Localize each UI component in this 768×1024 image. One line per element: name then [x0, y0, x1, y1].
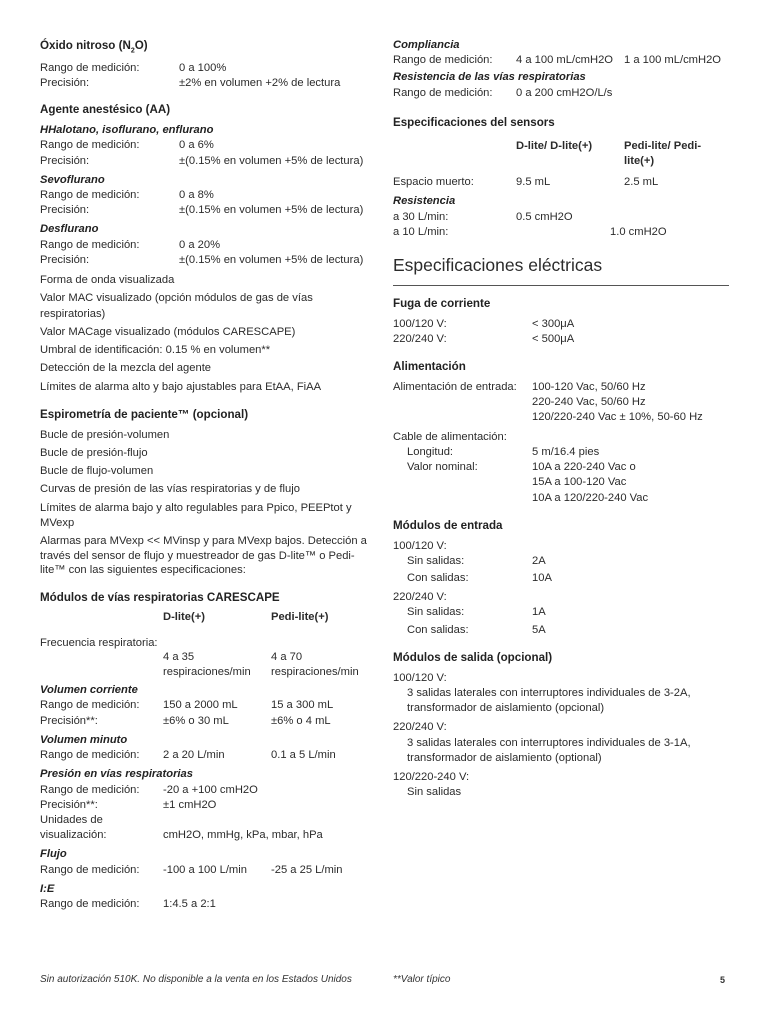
alim-entrada-value: 100-120 Vac, 50/60 Hz: [532, 380, 646, 393]
r10-row: [393, 225, 729, 240]
compliancia-pedilite: 1 a 100 mL/cmH2O: [624, 54, 722, 67]
agente-feature: Umbral de identificación: 0.15 % en volumen**: [40, 344, 271, 357]
presion-prec-label: Precisión**:: [40, 798, 98, 811]
espacio-row: [393, 175, 729, 190]
salida-voltage: 220/240 V:: [393, 721, 447, 734]
fuga-label: 220/240 V:: [393, 332, 447, 345]
fuga-title: Fuga de corriente: [393, 296, 491, 310]
col-header-pedilite: Pedi-lite(+): [271, 611, 329, 624]
entrada-voltage: 100/120 V:: [393, 539, 447, 552]
range-label: Rango de medición:: [40, 189, 140, 201]
alim-entrada-value: 220-240 Vac, 50/60 Hz: [532, 396, 646, 409]
agente-group-sevoflurano: [40, 173, 378, 219]
compliancia-title: Compliancia: [393, 39, 460, 51]
footer-disclaimer: Sin autorización 510K. No disponible a la venta en los Estados Unidos: [40, 974, 352, 985]
oxido-range-label: Rango de medición:: [40, 61, 140, 74]
r30-dlite: 0.5 cmH2O: [516, 210, 573, 223]
modulos-header: [40, 610, 378, 625]
ie-value: 1:4.5 a 2:1: [163, 898, 216, 911]
page-number: 5: [720, 975, 726, 985]
vol-prec-label: Precisión**:: [40, 714, 98, 727]
entrada-voltage: 220/240 V:: [393, 591, 447, 604]
con-label: Con salidas:: [407, 572, 469, 585]
oxido-range-value: 0 a 100%: [179, 61, 227, 74]
espiro-feature: Bucle de presión-volumen: [40, 428, 170, 441]
range-label: Rango de medición:: [40, 139, 140, 152]
r30-label: a 30 L/min:: [393, 210, 449, 223]
entrada-title: Módulos de entrada: [393, 518, 503, 532]
sin-value: 1A: [532, 606, 546, 619]
range-value: 0 a 8%: [179, 189, 214, 201]
right-column: [393, 38, 729, 801]
agente-group-name: Desflurano: [40, 223, 99, 236]
espacio-dlite: 9.5 mL: [516, 176, 551, 189]
unidades-label: Unidades de visualización:: [40, 814, 107, 842]
vol-prec-pedilite: ±6% o 4 mL: [271, 714, 331, 727]
freq-row: [40, 636, 378, 680]
espiro-feature: Límites de alarma bajo y alto regulables para Ppico, PEEPtot y MVexp: [40, 501, 352, 529]
nominal-value: 10A a 220-240 Vac o: [532, 461, 636, 474]
espiro-feature: Bucle de presión-flujo: [40, 446, 148, 459]
salida-title: Módulos de salida (opcional): [393, 650, 553, 664]
espiro-feature: Curvas de presión de las vías respiratorias y de flujo: [40, 483, 300, 496]
flujo-dlite: -100 a 100 L/min: [163, 863, 247, 876]
minuto-label: Rango de medición:: [40, 749, 140, 762]
resistencia-vias-label: Rango de medición:: [393, 86, 493, 99]
presion-range-value: -20 a +100 cmH2O: [163, 783, 258, 796]
flujo-pedilite: -25 a 25 L/min: [271, 863, 343, 876]
vol-title: Volumen corriente: [40, 684, 138, 697]
alim-entrada-row: [393, 380, 729, 426]
modulos-title: Módulos de vías respiratorias CARESCAPE: [40, 590, 280, 604]
agente-feature: Valor MACage visualizado (módulos CARESCAPE): [40, 325, 296, 338]
agente-feature: Detección de la mezcla del agente: [40, 362, 212, 375]
salida-text: 3 salidas laterales con interruptores individuales de 3-1A, transformador de aislamiento (optional): [407, 736, 691, 764]
con-value: 10A: [532, 572, 552, 585]
presion-range-label: Rango de medición:: [40, 783, 140, 796]
col-header-dlite: D-lite(+): [163, 611, 205, 624]
longitud-value: 5 m/16.4 pies: [532, 445, 600, 458]
agente-title: Agente anestésico (AA): [40, 103, 171, 117]
presion-title: Presión en vías respiratorias: [40, 768, 193, 781]
alim-title: Alimentación: [393, 360, 466, 374]
r30-row: [393, 210, 729, 225]
col-header-pedilite: Pedi-lite/ Pedi-lite(+): [624, 139, 702, 167]
compliancia-dlite: 4 a 100 mL/cmH2O: [516, 54, 614, 67]
unidades-value: cmH2O, mmHg, kPa, mbar, hPa: [163, 829, 323, 842]
vol-range-label: Rango de medición:: [40, 699, 140, 712]
oxido-precision-value: ±2% en volumen +2% de lectura: [179, 77, 341, 90]
compliancia-row: [393, 53, 729, 68]
oxido-precision-label: Precisión:: [40, 77, 90, 90]
fuga-value: < 500μA: [532, 332, 575, 345]
longitud-label: Longitud:: [407, 445, 454, 458]
section-divider: [393, 285, 729, 286]
alim-entrada-value: 120/220-240 Vac ± 10%, 50-60 Hz: [532, 411, 703, 424]
agente-feature: Forma de onda visualizada: [40, 274, 175, 287]
agente-feature: Valor MAC visualizado (opción módulos de gas de vías respiratorias): [40, 292, 313, 320]
alim-entrada-label: Alimentación de entrada:: [393, 380, 517, 393]
sin-value: 2A: [532, 554, 546, 567]
agente-group-desflurano: [40, 222, 378, 268]
agente-group-name: HHalotano, isoflurano, enflurano: [40, 124, 214, 137]
nominal-value: 10A a 120/220-240 Vac: [532, 491, 649, 504]
sin-label: Sin salidas:: [407, 606, 465, 619]
precision-value: ±(0.15% en volumen +5% de lectura): [179, 154, 364, 167]
resistencia-vias-row: [393, 86, 729, 101]
presion-prec-value: ±1 cmH2O: [163, 798, 217, 811]
freq-pedilite: 4 a 70 respiraciones/min: [271, 650, 359, 678]
espacio-pedilite: 2.5 mL: [624, 176, 659, 189]
agente-feature: Límites de alarma alto y bajo ajustables para EtAA, FiAA: [40, 380, 322, 393]
vol-range-dlite: 150 a 2000 mL: [163, 699, 238, 712]
espacio-label: Espacio muerto:: [393, 176, 474, 189]
vol-range-pedilite: 15 a 300 mL: [271, 699, 334, 712]
con-value: 5A: [532, 623, 546, 636]
flujo-label: Rango de medición:: [40, 863, 140, 876]
espiro-feature: Bucle de flujo-volumen: [40, 465, 154, 478]
freq-label: Frecuencia respiratoria:: [40, 636, 158, 649]
nominal-label: Valor nominal:: [407, 461, 478, 474]
r10-label: a 10 L/min:: [393, 225, 449, 238]
oxido-range-row: [40, 61, 378, 76]
salida-text: Sin salidas: [407, 786, 462, 799]
oxido-precision-row: [40, 76, 378, 91]
con-label: Con salidas:: [407, 623, 469, 636]
sensores-header: [393, 139, 729, 169]
compliancia-label: Rango de medición:: [393, 54, 493, 67]
minuto-dlite: 2 a 20 L/min: [163, 749, 225, 762]
salida-text: 3 salidas laterales con interruptores individuales de 3-2A, transformador de aislamiento (opcional): [407, 686, 691, 715]
resistencia-vias-value: 0 a 200 cmH2O/L/s: [516, 86, 613, 99]
salida-voltage: 100/120 V:: [393, 671, 447, 684]
electricas-title: Especificaciones eléctricas: [393, 255, 603, 276]
freq-dlite: 4 a 35 respiraciones/min: [163, 650, 251, 678]
col-header-dlite: D-lite/ D-lite(+): [516, 139, 593, 152]
oxido-title: Óxido nitroso $(N_2O)$: [40, 39, 148, 55]
precision-label: Precisión:: [40, 154, 90, 167]
sensores-title: Especificaciones del sensors: [393, 115, 555, 129]
flujo-title: Flujo: [40, 848, 67, 861]
agente-features: [40, 273, 378, 395]
range-value: 0 a 20%: [179, 238, 221, 251]
agente-group-halotano: [40, 123, 378, 169]
espiro-title: Espirometría de paciente™ (opcional): [40, 407, 249, 421]
resistencia-vias-title: Resistencia de las vías respiratorias: [393, 71, 586, 84]
left-column: [40, 38, 378, 912]
precision-label: Precisión:: [40, 253, 90, 266]
fuga-label: 100/120 V:: [393, 317, 447, 330]
minuto-title: Volumen minuto: [40, 733, 128, 746]
ie-label: Rango de medición:: [40, 898, 140, 911]
precision-label: Precisión:: [40, 204, 90, 217]
range-value: 0 a 6%: [179, 139, 214, 152]
minuto-pedilite: 0.1 a 5 L/min: [271, 749, 336, 762]
cable-label: Cable de alimentación:: [393, 430, 507, 443]
nominal-value: 15A a 100-120 Vac: [532, 476, 627, 489]
fuga-value: < 300μA: [532, 317, 575, 330]
range-label: Rango de medición:: [40, 238, 140, 251]
ie-title: I:E: [40, 882, 55, 895]
agente-group-name: Sevoflurano: [40, 173, 105, 186]
resist-title: Resistencia: [393, 195, 456, 208]
footer-note: **Valor típico: [393, 974, 451, 985]
sin-label: Sin salidas:: [407, 554, 465, 567]
r10-pedilite: 1.0 cmH2O: [610, 225, 667, 238]
salida-voltage: 120/220-240 V:: [393, 771, 470, 784]
precision-value: ±(0.15% en volumen +5% de lectura): [179, 204, 364, 217]
precision-value: ±(0.15% en volumen +5% de lectura): [179, 253, 364, 266]
vol-prec-dlite: ±6% o 30 mL: [163, 714, 229, 727]
espiro-feature: Alarmas para MVexp << MVinsp y para MVexp bajos. Detección a través del sensor de flujo y muestreador de gas D-lite™ o Pedi-lite™ con las siguientes especificaciones:: [40, 534, 367, 577]
